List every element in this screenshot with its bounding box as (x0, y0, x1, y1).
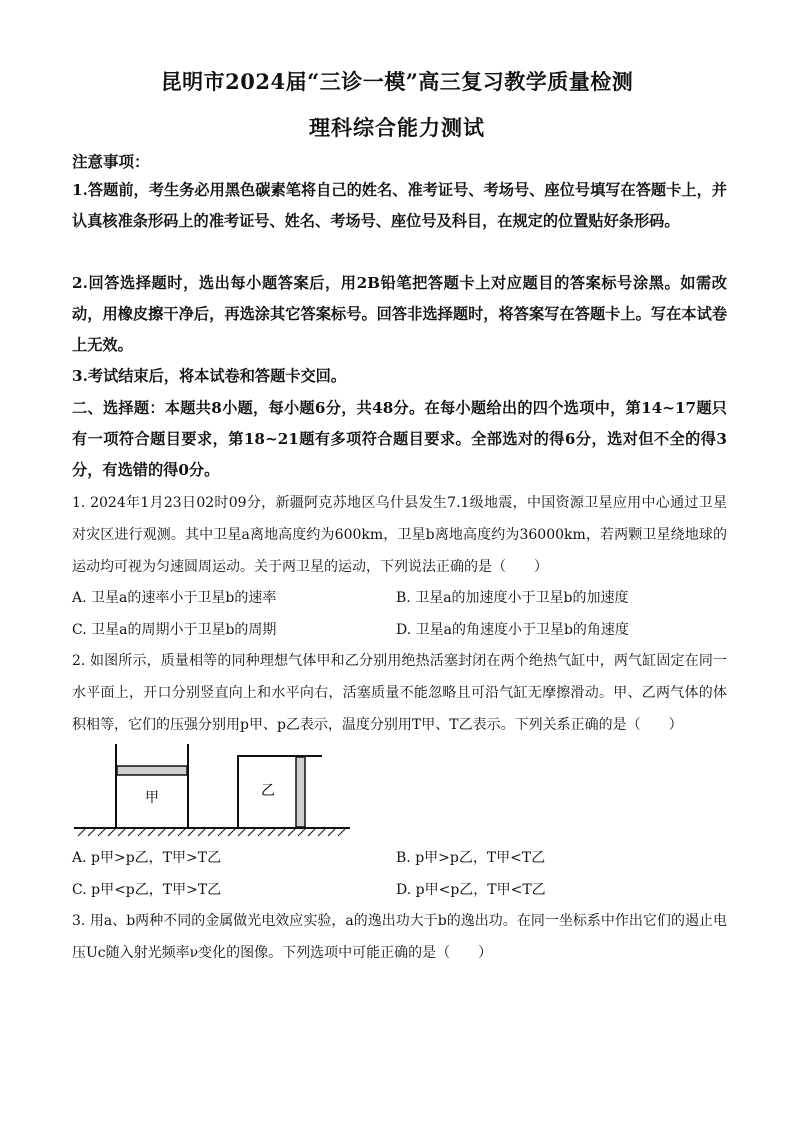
question-1-stem: 1. 2024年1月23日02时09分，新疆阿克苏地区乌什县发生7.1级地震，中国资源卫星应用中心通过卫星对灾区进行观测。其中卫星a离地高度约为600km，卫星b离地高度约为36000km，若两颗卫星绕地球的运动均可视为匀速圆周运动。关于两卫星的运动，下列说法正确的是（ ） (72, 495, 727, 575)
q1-option-a: A. 卫星a的速率小于卫星b的速率 (72, 590, 277, 606)
piston-jia (117, 766, 187, 775)
section-heading: 二、选择题：本题共8小题，每小题6分，共48分。在每小题给出的四个选项中，第14~17题只有一项符合题目要求，第18~21题有多项符合题目要求。全部选对的得6分，选对但不全的得3分，有选错的得0分。 (72, 399, 727, 479)
notice-item-1: 1.答题前，考生务必用黑色碳素笔将自己的姓名、准考证号、考场号、座位号填写在答题卡上，并认真核准条形码上的准考证号、姓名、考场号、座位号及科目，在规定的位置贴好条形码。 (72, 181, 727, 230)
q1-option-d: D. 卫星a的角速度小于卫星b的角速度 (396, 622, 629, 638)
q1-option-c: C. 卫星a的周期小于卫星b的周期 (72, 622, 277, 638)
piston-yi (296, 757, 305, 827)
question-2-stem: 2. 如图所示，质量相等的同种理想气体甲和乙分别用绝热活塞封闭在两个绝热气缸中，两气缸固定在同一水平面上，开口分别竖直向上和水平向右，活塞质量不能忽略且可沿气缸无摩擦滑动。甲、乙两气体的体积相等，它们的压强分别用p甲、p乙表示，温度分别用T甲、T乙表示。下列关系正确的是（ ） (72, 653, 727, 733)
q2-option-c: C. p甲<p乙，T甲>T乙 (72, 882, 222, 898)
q2-option-d: D. p甲<p乙，T甲<T乙 (396, 882, 546, 898)
exam-subtitle: 理科综合能力测试 (309, 115, 485, 140)
cylinder-yi-wall (238, 756, 322, 828)
notice-heading: 注意事项： (72, 152, 150, 171)
cylinder-jia-wall (116, 744, 188, 828)
cylinder-figure (72, 742, 362, 838)
label-yi: 乙 (261, 783, 275, 799)
q2-option-b: B. p甲>p乙，T甲<T乙 (396, 850, 546, 866)
notice-item-2: 2.回答选择题时，选出每小题答案后，用2B铅笔把答题卡上对应题目的答案标号涂黑。如需改动，用橡皮擦干净后，再选涂其它答案标号。回答非选择题时，将答案写在答题卡上。写在本试卷上无效。 (72, 274, 727, 354)
question-3-stem: 3. 用a、b两种不同的金属做光电效应实验，a的逸出功大于b的逸出功。在同一坐标系中作出它们的遏止电压Uc随入射光频率ν变化的图像。下列选项中可能正确的是（ ） (72, 913, 727, 961)
cylinder-diagram (72, 742, 362, 838)
label-jia: 甲 (145, 790, 159, 806)
exam-title: 昆明市2024届“三诊一模”高三复习教学质量检测 (160, 69, 634, 94)
notice-item-3: 3.考试结束后，将本试卷和答题卡交回。 (72, 367, 347, 385)
q1-option-b: B. 卫星a的加速度小于卫星b的加速度 (396, 590, 629, 606)
q2-option-a: A. p甲>p乙，T甲>T乙 (72, 850, 222, 866)
